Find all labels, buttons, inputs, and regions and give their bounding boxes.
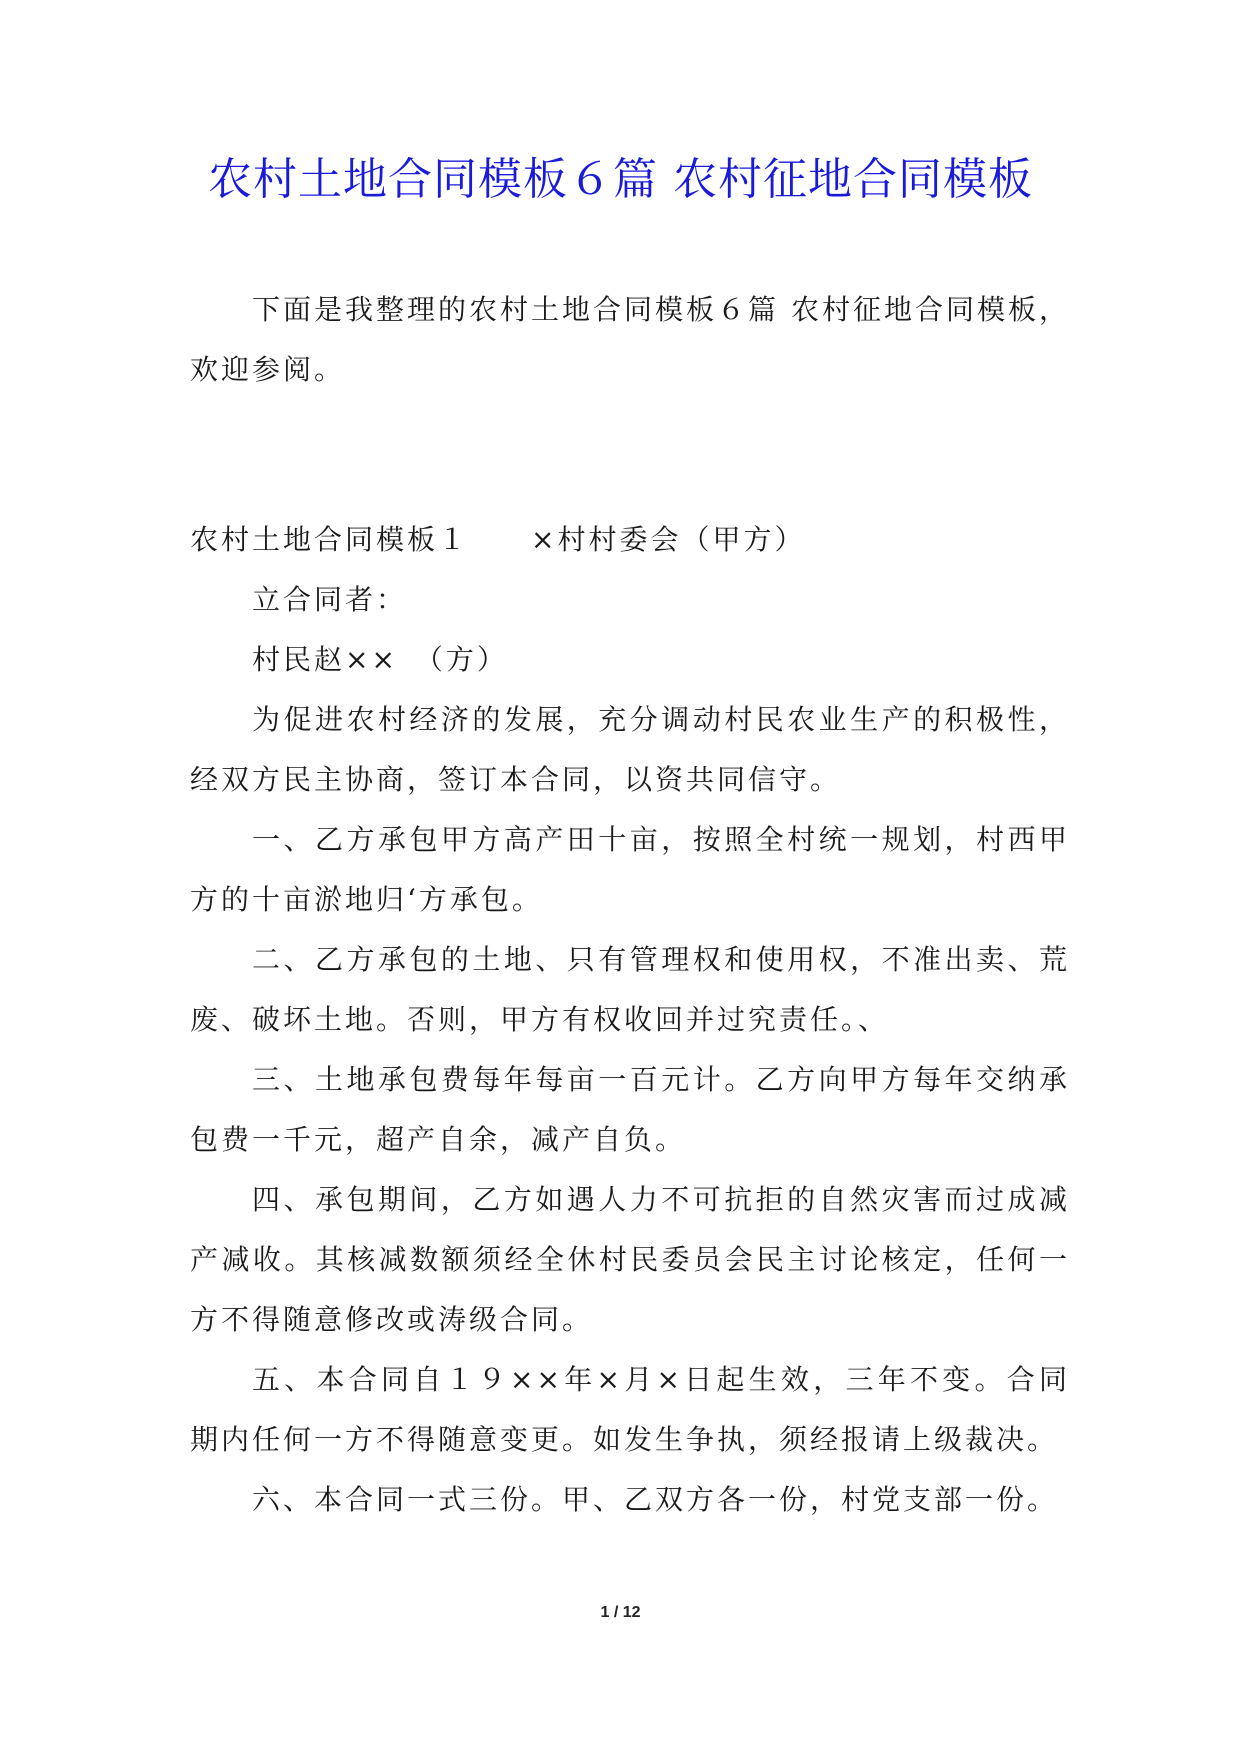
paragraph-parties-label: 立合同者： [252,583,408,616]
paragraph-purpose: 为促进农村经济的发展，充分调动村民农业生产的积极性，经双方民主协商，签订本合同，以资共同信守。 [190,703,1070,796]
intro-paragraph: 下面是我整理的农村土地合同模板６篇 农村征地合同模板，欢迎参阅。 [190,293,1070,386]
section-heading: 农村土地合同模板１ ×村村委会（甲方） [190,523,806,556]
clause-3: 三、土地承包费每年每亩一百元计。乙方向甲方每年交纳承包费一千元，超产自余，减产自负。 [190,1063,1070,1156]
page-number: 1 / 12 [600,1604,641,1621]
spacer [190,400,1070,510]
document-body [190,280,1070,1530]
clause-2: 二、乙方承包的土地、只有管理权和使用权，不准出卖、荒废、破坏土地。否则，甲方有权收回并过究责任。、 [190,943,1070,1036]
clause-5: 五、本合同自１９××年×月×日起生效，三年不变。合同期内任何一方不得随意变更。如发生争执，须经报请上级裁决。 [190,1363,1070,1456]
clause-6: 六、本合同一式三份。甲、乙双方各一份，村党支部一份。 [252,1483,1059,1516]
clause-1: 一、乙方承包甲方高产田十亩，按照全村统一规划，村西甲方的十亩淤地归‘方承包。 [190,823,1070,916]
paragraph-party-b: 村民赵×× （方） [252,643,508,676]
document-title: 农村土地合同模板６篇 农村征地合同模板 [208,154,1033,205]
clause-4: 四、承包期间，乙方如遇人力不可抗拒的自然灾害而过成减产减收。其核减数额须经全休村民委员会民主讨论核定，任何一方不得随意修改或涛级合同。 [190,1183,1070,1336]
